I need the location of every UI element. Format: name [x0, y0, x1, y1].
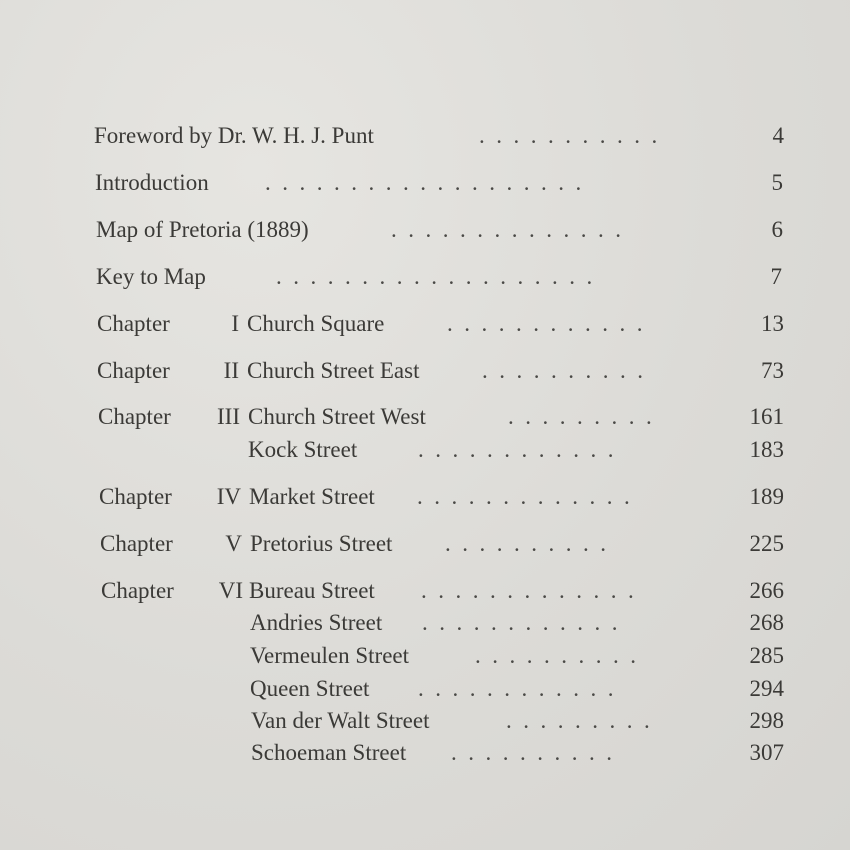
- chapter-word: Chapter: [99, 484, 172, 509]
- dot-leader: ..............: [391, 217, 633, 242]
- toc-entry-title: Foreword by Dr. W. H. J. Punt: [94, 123, 374, 148]
- toc-entry-andries-street: [250, 607, 784, 639]
- dot-leader: .............: [417, 484, 642, 509]
- toc-entry-chapter-v: [100, 528, 784, 560]
- toc-entry-key-to-map: [96, 261, 782, 293]
- toc-entry-title: Church Square: [247, 311, 385, 336]
- toc-entry-title: Queen Street: [250, 676, 370, 701]
- dot-leader: ..........: [475, 643, 648, 668]
- page-number: 225: [749, 531, 784, 556]
- toc-entry-foreword: [94, 120, 784, 152]
- dot-leader: ............: [447, 311, 654, 336]
- page-number: 266: [749, 578, 784, 603]
- chapter-number: II: [223, 358, 239, 383]
- toc-entry-title: Van der Walt Street: [251, 708, 430, 733]
- toc-entry-queen-street: [250, 673, 784, 705]
- toc-entry-schoeman-street: [251, 737, 784, 769]
- page-number: 183: [749, 437, 784, 462]
- toc-entry-title: Pretorius Street: [250, 531, 393, 556]
- page-number: 4: [772, 123, 784, 148]
- toc-entry-title: Vermeulen Street: [250, 643, 410, 668]
- page-number: 307: [749, 740, 784, 765]
- dot-leader: ...................: [265, 170, 593, 195]
- toc-entry-vermeulen-street: [250, 640, 784, 672]
- toc-entry-title: Church Street East: [247, 358, 420, 383]
- chapter-word: Chapter: [98, 404, 171, 429]
- toc-entry-title: Andries Street: [250, 610, 383, 635]
- toc-entry-map: [96, 214, 783, 246]
- toc-entry-chapter-iii: [98, 401, 784, 433]
- toc-entry-chapter-vi: [101, 575, 784, 607]
- toc-entry-title: Market Street: [249, 484, 375, 509]
- toc-entry-van-der-walt-street: [251, 705, 784, 737]
- page-number: 285: [749, 643, 784, 668]
- chapter-word: Chapter: [100, 531, 173, 556]
- page-number: 5: [771, 170, 783, 195]
- chapter-word: Chapter: [97, 311, 170, 336]
- page-number: 294: [749, 676, 784, 701]
- toc-entry-title: Schoeman Street: [251, 740, 407, 765]
- toc-entry-title: Church Street West: [248, 404, 426, 429]
- toc-entry-title: Kock Street: [248, 437, 358, 462]
- dot-leader: ..........: [482, 358, 655, 383]
- page-number: 7: [770, 264, 782, 289]
- chapter-number: VI: [218, 578, 243, 603]
- toc-entry-chapter-iv: [99, 481, 784, 513]
- dot-leader: ............: [418, 437, 625, 462]
- dot-leader: ...........: [479, 123, 669, 148]
- dot-leader: .............: [421, 578, 646, 603]
- chapter-word: Chapter: [101, 578, 174, 603]
- dot-leader: ............: [418, 676, 625, 701]
- toc-entry-kock-street: [248, 434, 784, 466]
- dot-leader: ...................: [276, 264, 604, 289]
- toc-entry-chapter-ii: [97, 355, 784, 387]
- page-number: 161: [749, 404, 784, 429]
- page-number: 189: [749, 484, 784, 509]
- chapter-number: III: [217, 404, 240, 429]
- chapter-number: I: [231, 311, 239, 336]
- page-number: 6: [771, 217, 783, 242]
- page-number: 268: [749, 610, 784, 635]
- dot-leader: ............: [422, 610, 629, 635]
- toc-entry-title: Key to Map: [96, 264, 206, 289]
- toc-entry-title: Introduction: [95, 170, 209, 195]
- page-number: 298: [749, 708, 784, 733]
- chapter-number: IV: [216, 484, 241, 509]
- page-number: 73: [761, 358, 784, 383]
- toc-entry-chapter-i: [97, 308, 784, 340]
- page-number: 13: [761, 311, 784, 336]
- chapter-word: Chapter: [97, 358, 170, 383]
- toc-entry-introduction: [95, 167, 783, 199]
- chapter-number: V: [225, 531, 242, 556]
- dot-leader: ..........: [445, 531, 618, 556]
- toc-entry-title: Map of Pretoria (1889): [96, 217, 309, 242]
- dot-leader: .........: [506, 708, 662, 733]
- dot-leader: .........: [508, 404, 664, 429]
- toc-entry-title: Bureau Street: [249, 578, 375, 603]
- dot-leader: ..........: [451, 740, 624, 765]
